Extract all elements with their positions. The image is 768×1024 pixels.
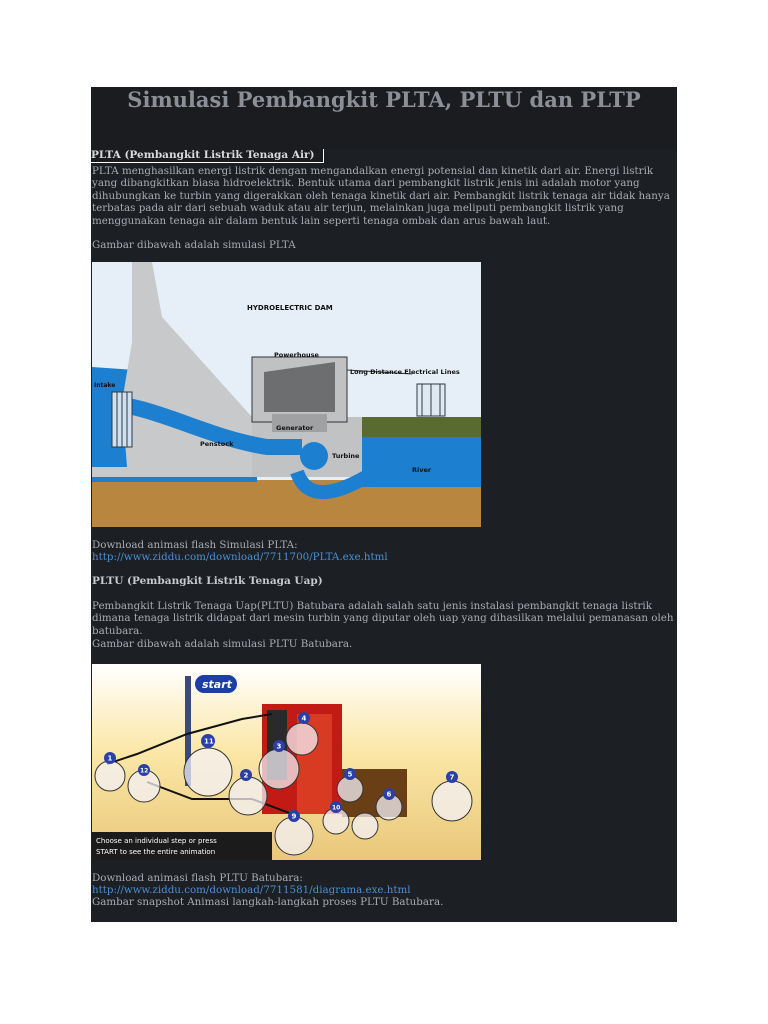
plta-simulation-image — [92, 262, 481, 527]
pltu-step-1[interactable]: 1 — [107, 754, 113, 763]
plta-label-intake: Intake — [94, 382, 116, 389]
plta-image-title: HYDROELECTRIC DAM — [247, 304, 333, 312]
plta-label-lines: Long Distance Electrical Lines — [350, 368, 460, 376]
pltu-step-7[interactable]: 7 — [449, 773, 455, 782]
pltu-download-label: Download animasi flash PLTU Batubara: — [92, 872, 303, 884]
plta-paragraph: PLTA menghasilkan energi listrik dengan mengandalkan energi potensial dan kinetik dari air. Energi listrik yang dibangkitkan biasa hidroelektrik. Bentuk utama dari pembangkit listrik jenis ini adalah motor yang dihubungkan ke turbin yang digerakkan oleh tenaga kinetik dari air. Pembangkit listrik tenaga air tidak hanya terbatas pada air dari sebuah waduk atau air terjun, melainkan juga meliputi pembangkit listrik yang menggunakan tenaga air dalam bentuk lain seperti tenaga ombak dan arus bawah laut. — [92, 165, 670, 227]
plta-download-label: Download animasi flash Simulasi PLTA: — [92, 539, 298, 551]
pltu-step-9[interactable]: 9 — [291, 812, 297, 821]
plta-label-generator: Generator — [276, 424, 314, 432]
pltu-step-6[interactable]: 6 — [386, 790, 392, 799]
pltu-caption: Gambar dibawah adalah simulasi PLTU Batubara. — [92, 638, 353, 650]
pltu-instruction-2: START to see the entire animation — [96, 848, 216, 856]
pltu-heading: PLTU (Pembangkit Listrik Tenaga Uap) — [92, 575, 323, 587]
pltu-step-3[interactable]: 3 — [276, 742, 282, 751]
pltu-step-10[interactable]: 10 — [332, 804, 341, 812]
pltu-step-2[interactable]: 2 — [243, 771, 249, 780]
document-page — [91, 87, 677, 922]
pltu-download-link[interactable]: http://www.ziddu.com/download/7711581/diagrama.exe.html — [92, 884, 411, 896]
pltu-start-label: start — [202, 678, 232, 691]
page-title: Simulasi Pembangkit PLTA, PLTU dan PLTP — [127, 87, 641, 112]
pltu-simulation-image — [92, 664, 481, 860]
title-bar — [91, 87, 677, 149]
plta-download-link[interactable]: http://www.ziddu.com/download/7711700/PLTA.exe.html — [92, 551, 388, 563]
plta-heading: PLTA (Pembangkit Listrik Tenaga Air) — [91, 149, 324, 163]
plta-label-river: River — [412, 466, 432, 474]
plta-label-turbine: Turbine — [332, 452, 360, 460]
pltu-step-11[interactable]: 11 — [204, 737, 214, 746]
pltu-step-12[interactable]: 12 — [140, 767, 149, 775]
plta-label-penstock: Penstock — [200, 440, 234, 448]
pltu-snapshot-caption: Gambar snapshot Animasi langkah-langkah proses PLTU Batubara. — [92, 896, 444, 908]
plta-label-powerhouse: Powerhouse — [274, 351, 319, 359]
pltu-step-5[interactable]: 5 — [347, 770, 353, 779]
pltu-paragraph: Pembangkit Listrik Tenaga Uap(PLTU) Batubara adalah salah satu jenis instalasi pembangkit tenaga listrik dimana tenaga listrik didapat dari mesin turbin yang diputar oleh uap yang dihasilkan melalui pemanasan oleh batubara. — [92, 600, 674, 637]
plta-caption: Gambar dibawah adalah simulasi PLTA — [92, 239, 296, 251]
pltu-step-4[interactable]: 4 — [301, 714, 307, 723]
pltu-instruction-1: Choose an individual step or press — [96, 837, 217, 845]
